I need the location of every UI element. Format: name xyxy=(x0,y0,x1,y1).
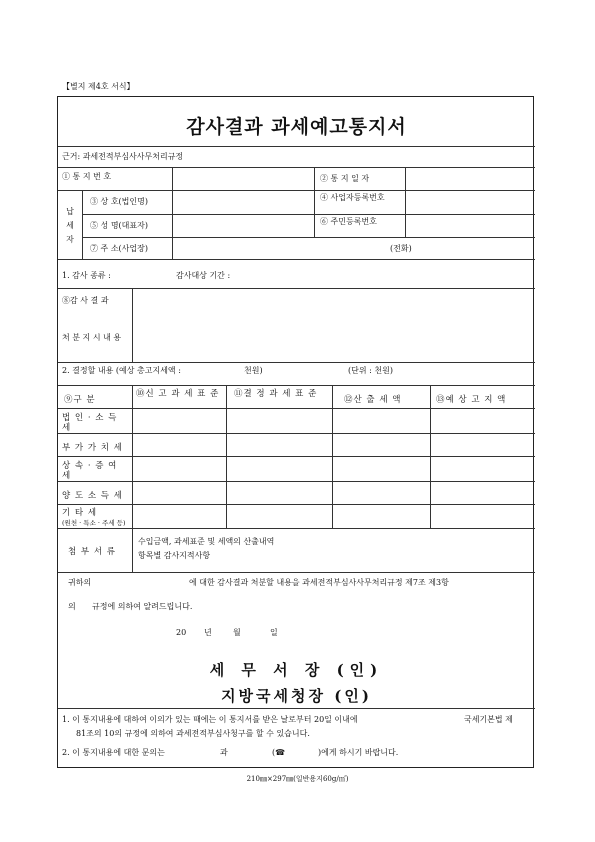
row-label-other: 기 타 세 xyxy=(62,508,98,518)
form-id: 【별지 제4호 서식】 xyxy=(62,82,135,91)
taxpayer-label: 납 세 자 xyxy=(66,207,74,244)
name-label: ⑤ 성 명(대표자) xyxy=(90,221,148,230)
section2-unit: (단위 : 천원) xyxy=(348,366,393,375)
notice-date-field[interactable] xyxy=(407,169,533,188)
name-field[interactable] xyxy=(174,216,312,235)
attachment-line-2: 항목별 감사지적사항 xyxy=(138,551,211,560)
resident-no-field[interactable] xyxy=(407,216,533,235)
row-label-inheritance-gift: 상 속 · 증 여 세 xyxy=(62,461,118,481)
biz-reg-no-label: ④ 사업자등록번호 xyxy=(320,193,385,202)
audit-period-label: 감사대상 기간 : xyxy=(176,271,231,280)
note-2c: (☎ xyxy=(272,748,286,757)
tax-notice-form xyxy=(57,96,534,768)
signature-tax-office: 세 무 서 장 (인) xyxy=(209,661,384,679)
body-line-2-prefix: 의 xyxy=(68,602,76,611)
action-label: 처 분 지 시 내 용 xyxy=(62,333,122,342)
section2-heading: 2. 결정할 내용 (예상 총고지세액 : xyxy=(62,366,181,375)
legal-basis: 근거: 과세전적부심사사무처리규정 xyxy=(62,152,184,161)
notice-date-label: ② 통 지 일 자 xyxy=(320,174,370,183)
audit-result-field[interactable] xyxy=(134,290,533,360)
body-line-1: 에 대한 감사결과 처분할 내용을 과세전적부심사사무처리규정 제7조 제3항 xyxy=(189,578,449,587)
audit-result-label: ⑧감 사 결 과 xyxy=(62,296,109,305)
table-header-decided-base: ⑪결 정 과 세 표 준 xyxy=(234,389,318,399)
resident-no-label: ⑥ 주민등록번호 xyxy=(320,217,377,226)
date-year-unit: 년 xyxy=(204,628,212,637)
notice-number-label: ① 통 지 번 호 xyxy=(62,172,112,181)
row-label-other-note: (원천 · 특소 · 주세 등) xyxy=(62,519,126,527)
note-1a: 1. 이 통지내용에 대하여 이의가 있는 때에는 이 통지서를 받은 날로부터 20일 이내에 xyxy=(62,715,358,724)
page-title: 감사결과 과세예고통지서 xyxy=(186,116,407,138)
attachment-line-1: 수입금액, 과세표준 및 세액의 산출내역 xyxy=(138,537,275,546)
row-label-capital-gains: 양 도 소 득 세 xyxy=(62,491,123,501)
row-label-corporate-income: 법 인 · 소 득 세 xyxy=(62,413,118,433)
body-addressee: 귀하의 xyxy=(68,578,92,587)
row-label-vat: 부 가 가 치 세 xyxy=(62,443,123,453)
section2-unit-won: 천원) xyxy=(244,366,263,375)
table-header-expected-amount: ⑬예 상 고 지 액 xyxy=(436,395,507,405)
biz-reg-no-field[interactable] xyxy=(407,192,533,212)
attachments-label: 첨 부 서 류 xyxy=(68,547,116,557)
address-label: ⑦ 주 소(사업장) xyxy=(90,244,148,253)
phone-label: (전화) xyxy=(390,244,412,253)
note-2d: )에게 하시기 바랍니다. xyxy=(318,748,399,757)
trade-name-label: ③ 상 호(법인명) xyxy=(90,197,148,206)
date-year: 20 xyxy=(176,628,187,637)
signature-regional-office: 지방국세청장 (인) xyxy=(221,687,372,705)
trade-name-field[interactable] xyxy=(174,192,312,212)
note-1b: 국세기본법 제 xyxy=(464,715,513,724)
date-month: 월 xyxy=(233,628,241,637)
address-field[interactable] xyxy=(174,239,384,257)
table-header-computed-tax: ⑫산 출 세 액 xyxy=(344,395,402,405)
note-2b: 과 xyxy=(220,748,228,757)
audit-type-label: 1. 감사 종류 : xyxy=(62,271,111,280)
table-header-category: ⑨구 분 xyxy=(64,395,96,405)
body-line-2: 규정에 의하여 알려드립니다. xyxy=(92,602,193,611)
date-day: 일 xyxy=(270,628,278,637)
note-1c: 81조의 10의 규정에 의하여 과세전적부심사청구를 할 수 있습니다. xyxy=(76,729,310,738)
table-header-reported-base: ⑩신 고 과 세 표 준 xyxy=(136,389,220,399)
notice-number-field[interactable] xyxy=(174,169,312,188)
paper-size-footer: 210㎜×297㎜(일반용지60g/㎡) xyxy=(246,775,349,783)
note-2a: 2. 이 통지내용에 대한 문의는 xyxy=(62,748,165,757)
